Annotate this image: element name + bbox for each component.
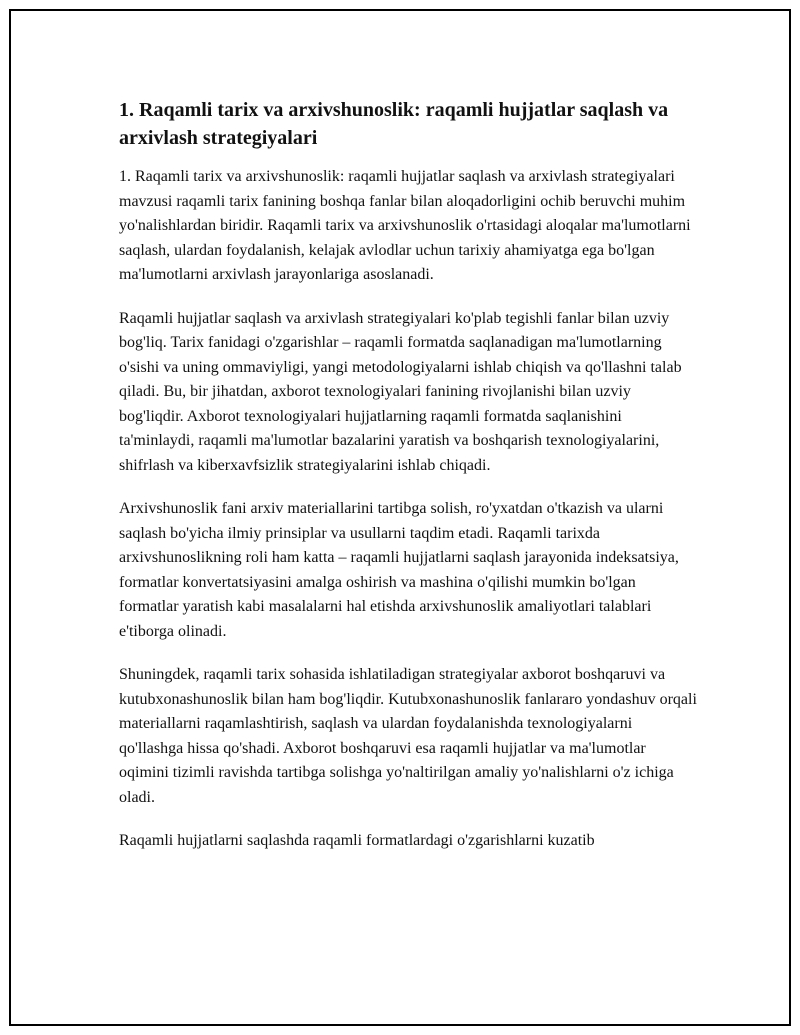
document-page: [9, 9, 791, 1026]
paragraph: Raqamli hujjatlar saqlash va arxivlash strategiyalari ko'plab tegishli fanlar bilan uzviy bog'liq. Tarix fanidagi o'zgarishlar – raqamli formatda saqlanadigan ma'lumotlarning o'sishi va uning ommaviyligi, yangi metodologiyalarni ishlab chiqish va qo'llashni talab qiladi. Bu, bir jihatdan, axborot texnologiyalari fanining rivojlanishi bilan uzviy bog'liqdir. Axborot texnologiyalari hujjatlarning raqamli formatda saqlanishini ta'minlaydi, raqamli ma'lumotlar bazalarini yaratish va boshqarish texnologiyalarini, shifrlash va kiberxavfsizlik strategiyalarini ishlab chiqadi.: [119, 309, 682, 474]
document-content: [119, 96, 699, 873]
paragraph: Arxivshunoslik fani arxiv materiallarini tartibga solish, ro'yxatdan o'tkazish va ularni saqlash bo'yicha ilmiy prinsiplar va usullarni taqdim etadi. Raqamli tarixda arxivshunoslikning roli ham katta – raqamli hujjatlarni saqlash jarayonida indeksatsiya, formatlar konvertatsiyasini amalga oshirish va mashina o'qilishi mumkin bo'lgan formatlar yaratish kabi masalalarni hal etishda arxivshunoslik amaliyotlari talablari e'tiborga olinadi.: [119, 500, 679, 640]
paragraph: 1. Raqamli tarix va arxivshunoslik: raqamli hujjatlar saqlash va arxivlash strategiyalari mavzusi raqamli tarix fanining boshqa fanlar bilan aloqadorligini ochib beruvchi muhim yo'nalishlardan biridir. Raqamli tarix va arxivshunoslik o'rtasidagi aloqalar ma'lumotlarni saqlash, ulardan foydalanish, kelajak avlodlar uchun tarixiy ahamiyatga ega bo'lgan ma'lumotlarni arxivlash jarayonlariga asoslanadi.: [119, 168, 691, 283]
document-title: 1. Raqamli tarix va arxivshunoslik: raqamli hujjatlar saqlash va arxivlash strategiyalari: [119, 99, 669, 149]
paragraph: Raqamli hujjatlarni saqlashda raqamli formatlardagi o'zgarishlarni kuzatib: [119, 832, 595, 849]
paragraph: Shuningdek, raqamli tarix sohasida ishlatiladigan strategiyalar axborot boshqaruvi va kutubxonashunoslik bilan ham bog'liqdir. Kutubxonashunoslik fanlararo yondashuv orqali materiallarni raqamlashtirish, saqlash va ulardan foydalanishda texnologiyalarni qo'llashga hissa qo'shadi. Axborot boshqaruvi esa raqamli hujjatlar va ma'lumotlar oqimini tizimli ravishda tartibga solishga yo'naltirilgan amaliy yo'nalishlarni o'z ichiga oladi.: [119, 666, 697, 806]
